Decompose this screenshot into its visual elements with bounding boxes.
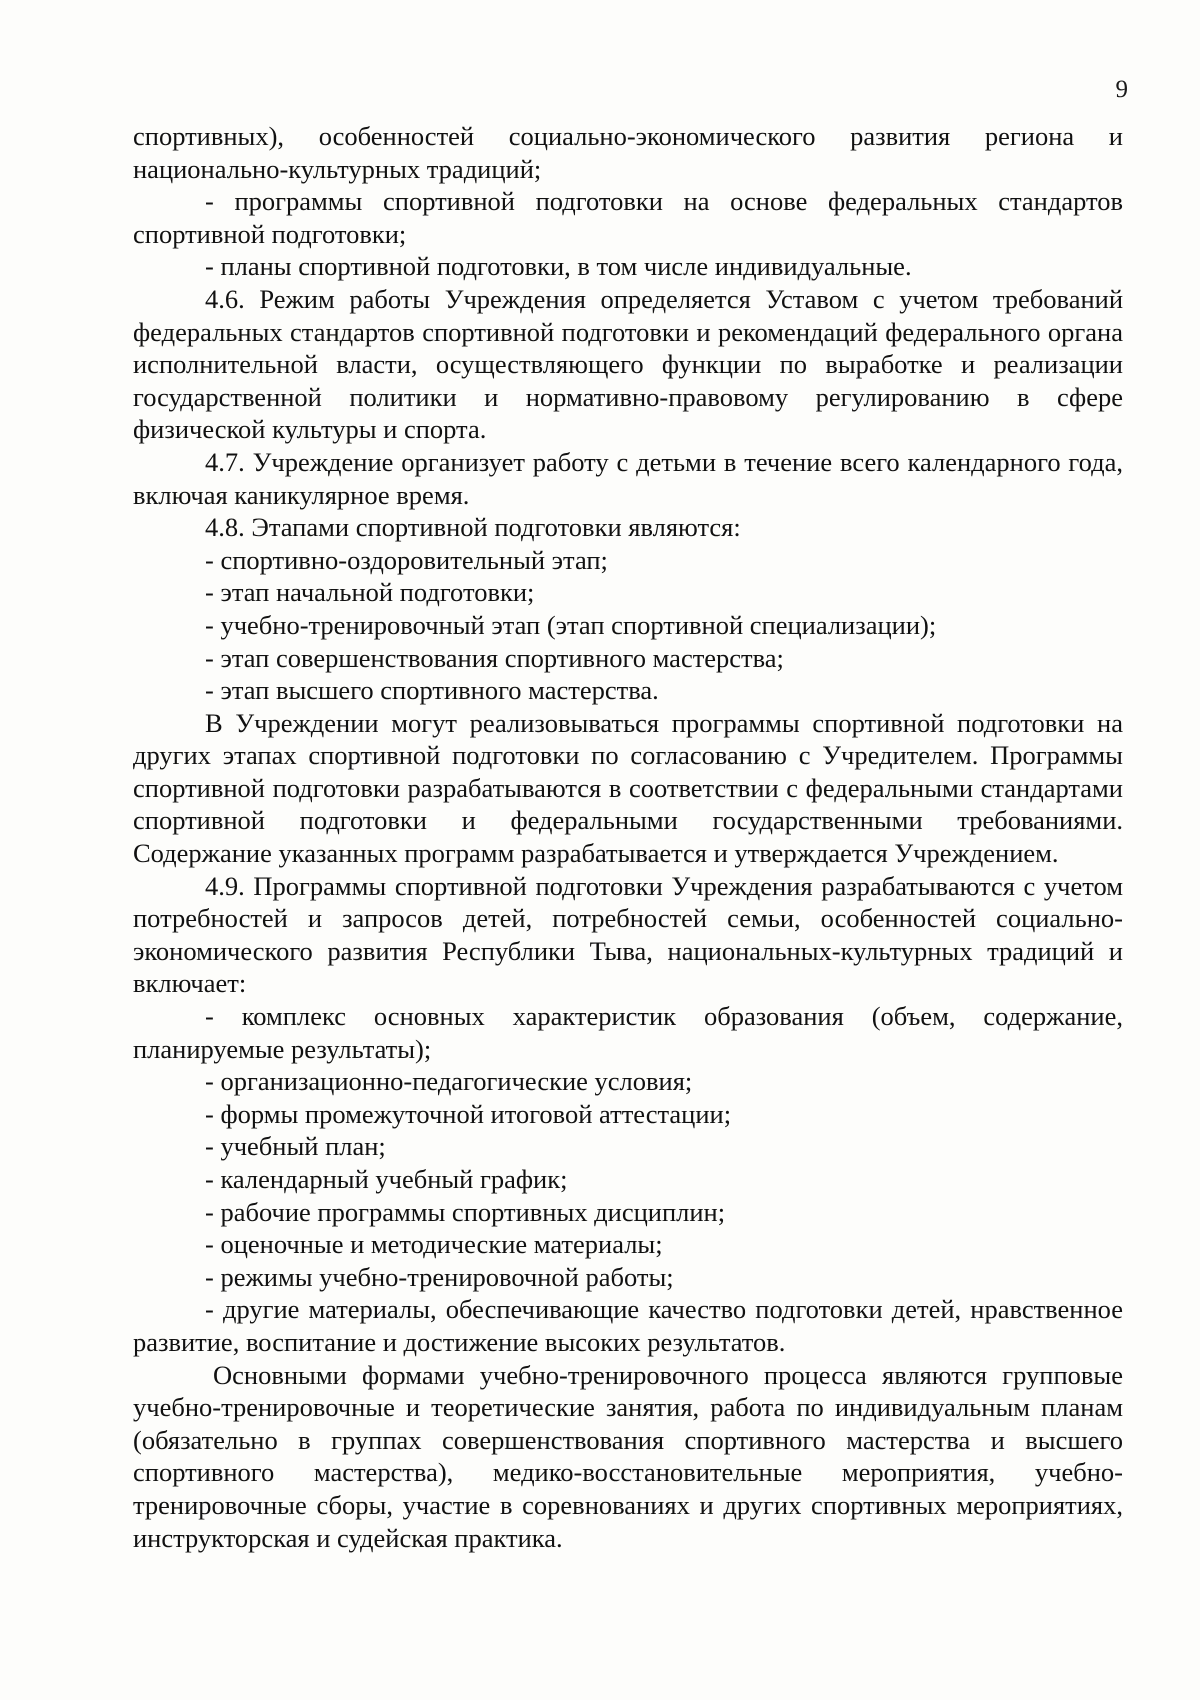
paragraph: 4.9. Программы спортивной подготовки Учреждения разрабатываются с учетом потребностей и запросов детей, потребностей семьи, особенностей социально-экономического развития Республики Тыва, национальных-культурных традиций и включает: — [133, 870, 1123, 999]
list-item: - учебный план; — [205, 1131, 386, 1162]
list-item: - программы спортивной подготовки на основе федеральных стандартов спортивной подготовки; — [133, 186, 1123, 249]
list-item: - режимы учебно-тренировочной работы; — [205, 1261, 674, 1292]
list-item: - организационно-педагогические условия; — [205, 1066, 693, 1097]
paragraph: Основными формами учебно-тренировочного процесса являются групповые учебно-тренировочные и теоретические занятия, работа по индивидуальным планам (обязательно в группах совершенствования спортивного мастерства и высшего спортивного мастерства), медико-восстановительные мероприятия, учебно-тренировочные сборы, участие в соревнованиях и других спортивных мероприятиях, инструкторская и судейская практика. — [133, 1359, 1123, 1553]
list-item: - спортивно-оздоровительный этап; — [205, 544, 608, 575]
list-item: - планы спортивной подготовки, в том числе индивидуальные. — [205, 251, 912, 282]
list-item: - учебно-тренировочный этап (этап спортивной специализации); — [205, 609, 937, 640]
paragraph: 4.8. Этапами спортивной подготовки являются: — [205, 512, 741, 543]
page-number: 9 — [1115, 76, 1128, 103]
document-body — [133, 120, 1123, 1554]
list-item: - этап высшего спортивного мастерства. — [205, 675, 659, 706]
list-item: - формы промежуточной итоговой аттестации; — [205, 1098, 732, 1129]
paragraph: 4.6. Режим работы Учреждения определяется Уставом с учетом требований федеральных стандартов спортивной подготовки и рекомендаций федерального органа исполнительной власти, осуществляющего функции по выработке и реализации государственной политики и нормативно-правовому регулированию в сфере физической культуры и спорта. — [133, 283, 1123, 445]
paragraph: 4.7. Учреждение организует работу с детьми в течение всего календарного года, включая каникулярное время. — [133, 446, 1123, 510]
paragraph: В Учреждении могут реализовываться программы спортивной подготовки на других этапах спортивной подготовки по согласованию с Учредителем. Программы спортивной подготовки разрабатываются в соответствии с федеральными стандартами спортивной подготовки и федеральными государственными требованиями. Содержание указанных программ разрабатывается и утверждается Учреждением. — [133, 707, 1123, 869]
list-item: - этап начальной подготовки; — [205, 577, 535, 608]
list-item: - оценочные и методические материалы; — [205, 1229, 663, 1260]
list-item: - комплекс основных характеристик образования (объем, содержание, планируемые результаты); — [133, 1001, 1123, 1064]
paragraph: спортивных), особенностей социально-экономического развития региона и национально-культурных традиций; — [133, 121, 1123, 184]
list-item: - рабочие программы спортивных дисциплин; — [205, 1196, 726, 1227]
list-item: - этап совершенствования спортивного мастерства; — [205, 642, 784, 673]
list-item: - другие материалы, обеспечивающие качество подготовки детей, нравственное развитие, воспитание и достижение высоких результатов. — [133, 1294, 1123, 1357]
list-item: - календарный учебный график; — [205, 1164, 568, 1194]
